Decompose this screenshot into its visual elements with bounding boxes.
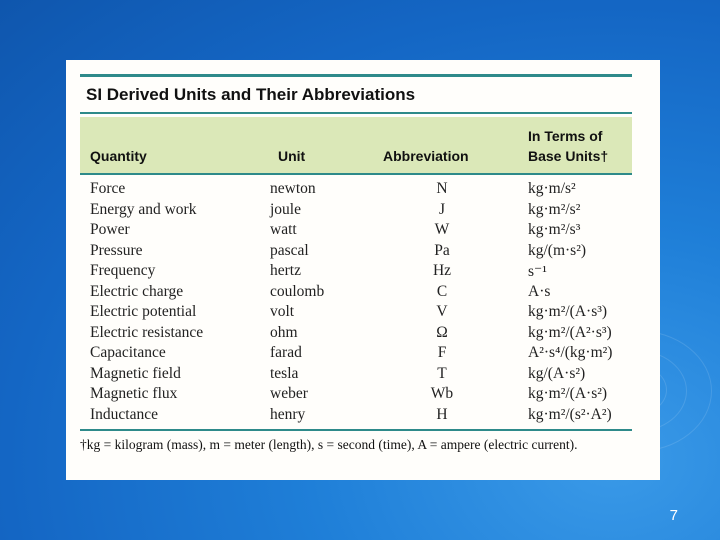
cell-unit: watt (270, 221, 297, 238)
cell-unit: tesla (270, 364, 299, 382)
cell-quantity: Frequency (90, 262, 156, 279)
table-row (66, 283, 660, 304)
table-row (66, 303, 660, 324)
cell-base-units: A²·s⁴/(kg·m²) (528, 344, 613, 361)
header-base-units-line2: Base Units† (528, 148, 609, 164)
cell-base-units: kg·m²/(A·s²) (528, 385, 608, 402)
cell-quantity: Electric charge (90, 282, 184, 300)
cell-unit: pascal (270, 241, 309, 259)
table-row (66, 406, 660, 427)
cell-unit: newton (270, 180, 316, 197)
cell-base-units: kg/(A·s²) (528, 364, 586, 382)
cell-quantity: Electric potential (90, 303, 197, 320)
cell-base-units: kg/(m·s²) (528, 241, 587, 259)
cell-base-units: kg·m²/(A·s³) (528, 303, 608, 320)
cell-unit: ohm (270, 323, 298, 341)
table-row (66, 242, 660, 263)
cell-base-units: kg·m²/s² (528, 200, 581, 218)
cell-base-units: s⁻¹ (528, 263, 547, 280)
header-abbreviation: Abbreviation (383, 148, 469, 164)
cell-base-units: kg·m/s² (528, 180, 576, 197)
cell-unit: coulomb (270, 282, 325, 300)
table-row (66, 365, 660, 386)
cell-abbreviation: Wb (430, 385, 454, 402)
units-table-image (66, 60, 660, 480)
cell-unit: henry (270, 405, 306, 423)
cell-abbreviation: F (437, 344, 447, 361)
cell-unit: volt (270, 303, 295, 320)
table-footnote: †kg = kilogram (mass), m = meter (length), s = second (time), A = ampere (electric current). (80, 437, 578, 452)
table-row (66, 180, 660, 201)
header-unit: Unit (278, 148, 306, 164)
cell-quantity: Electric resistance (90, 323, 204, 341)
cell-abbreviation: Hz (432, 262, 452, 279)
cell-abbreviation: N (436, 180, 448, 197)
cell-abbreviation: J (438, 200, 446, 218)
table-row (66, 262, 660, 283)
cell-unit: weber (270, 385, 308, 402)
cell-unit: farad (270, 344, 302, 361)
top-rule (80, 74, 632, 77)
cell-unit: hertz (270, 262, 301, 279)
cell-base-units: kg·m²/(s²·A²) (528, 405, 612, 423)
cell-abbreviation: Pa (434, 241, 450, 259)
header-quantity: Quantity (90, 148, 147, 164)
cell-unit: joule (270, 200, 301, 218)
title-rule (80, 112, 632, 114)
cell-abbreviation: W (434, 221, 450, 238)
cell-quantity: Pressure (90, 241, 143, 259)
cell-abbreviation: V (436, 303, 448, 320)
table-row (66, 344, 660, 365)
cell-quantity: Capacitance (90, 344, 166, 361)
table-row (66, 385, 660, 406)
table-row (66, 324, 660, 345)
cell-base-units: kg·m²/s³ (528, 221, 581, 238)
cell-quantity: Force (90, 180, 126, 197)
cell-quantity: Magnetic flux (90, 385, 178, 402)
cell-quantity: Power (90, 221, 130, 238)
cell-quantity: Magnetic field (90, 364, 181, 382)
cell-quantity: Inductance (90, 405, 158, 423)
table-row (66, 201, 660, 222)
cell-abbreviation: Ω (436, 323, 448, 341)
cell-abbreviation: T (437, 364, 447, 382)
cell-quantity: Energy and work (90, 200, 197, 218)
bottom-rule (80, 429, 632, 431)
table-title: SI Derived Units and Their Abbreviations (86, 85, 416, 104)
header-rule (80, 173, 632, 175)
cell-base-units: kg·m²/(A²·s³) (528, 323, 612, 341)
cell-abbreviation: C (436, 282, 448, 300)
cell-abbreviation: H (436, 405, 448, 423)
header-base-units-line1: In Terms of (528, 128, 603, 144)
cell-base-units: A·s (528, 282, 551, 300)
table-row (66, 221, 660, 242)
page-number: 7 (669, 507, 678, 524)
